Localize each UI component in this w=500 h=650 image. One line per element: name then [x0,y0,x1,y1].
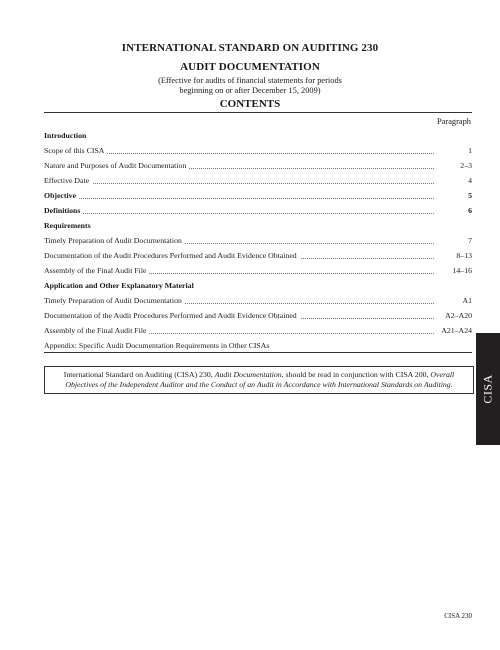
toc-row [44,145,472,157]
toc-row-label: Application and Other Explanatory Material [44,280,197,292]
toc-row-label: Objective [44,190,79,202]
toc-row [44,295,472,307]
toc-row-paragraph: A21–A24 [438,325,472,337]
toc-row-label: Requirements [44,220,94,232]
effective-line-1: (Effective for audits of financial statements for periods [158,76,342,85]
toc-row-leader [44,198,434,199]
toc-row-label: Documentation of the Audit Procedures Performed and Audit Evidence Obtained [44,250,300,262]
toc-row-label: Appendix: Specific Audit Documentation Requirements in Other CISAs [44,340,272,352]
toc-row [44,220,472,232]
title-line-2: AUDIT DOCUMENTATION [180,61,320,73]
side-tab-label: CISA [480,374,495,404]
toc-row-label: Timely Preparation of Audit Documentation [44,235,185,247]
bottom-rule [44,352,472,353]
note-italic-2: Overall Objectives of the Independent Auditor and the Conduct of an Audit in Accordance with International Standards on Auditing. [65,370,455,389]
toc-row-leader [44,183,434,184]
toc-row-label: Assembly of the Final Audit File [44,265,149,277]
footer-page-label: CISA 230 [444,612,472,620]
title-line-1: INTERNATIONAL STANDARD ON AUDITING 230 [121,42,379,54]
toc-row [44,310,472,322]
toc-row-label: Introduction [44,130,89,142]
toc-row-leader [44,213,434,214]
note-box [44,366,474,394]
paragraph-column-label: Paragraph [437,117,471,126]
toc-row-label: Timely Preparation of Audit Documentation [44,295,185,307]
toc-row [44,190,472,202]
toc-row [44,235,472,247]
toc-row-paragraph: 8–13 [453,250,472,262]
toc-row [44,205,472,217]
contents-heading: CONTENTS [219,98,281,110]
toc-row-paragraph: A1 [459,295,472,307]
effective-date-note [0,76,500,96]
toc-row-label: Documentation of the Audit Procedures Performed and Audit Evidence Obtained [44,310,300,322]
effective-line-2: beginning on or after December 15, 2009) [179,86,321,95]
note-italic-1: Audit Documentation, [214,370,284,379]
toc-row-label: Effective Date [44,175,92,187]
toc-row [44,175,472,187]
note-text-1: International Standard on Auditing (CISA) 230, [63,370,215,379]
top-rule [44,112,472,113]
toc-row-paragraph: 14–16 [450,265,473,277]
toc-row-paragraph: 1 [465,145,472,157]
toc-row [44,280,472,292]
toc-row-paragraph: 4 [465,175,472,187]
side-tab [476,333,500,445]
toc-row-label: Definitions [44,205,83,217]
toc-row-label: Assembly of the Final Audit File [44,325,149,337]
toc-row [44,250,472,262]
note-text-2: should be read in conjunction with CISA 200, [283,370,431,379]
toc-row-label: Nature and Purposes of Audit Documentation [44,160,189,172]
toc-row [44,340,472,352]
toc-row [44,265,472,277]
toc-row-paragraph: 2–3 [457,160,472,172]
toc-row-paragraph: 5 [465,190,472,202]
toc-row [44,160,472,172]
toc-row [44,325,472,337]
toc-row-paragraph: A2–A20 [442,310,472,322]
toc-row [44,130,472,142]
toc-row-label: Scope of this CISA [44,145,107,157]
toc-row-paragraph: 6 [465,205,472,217]
toc-row-paragraph: 7 [465,235,472,247]
